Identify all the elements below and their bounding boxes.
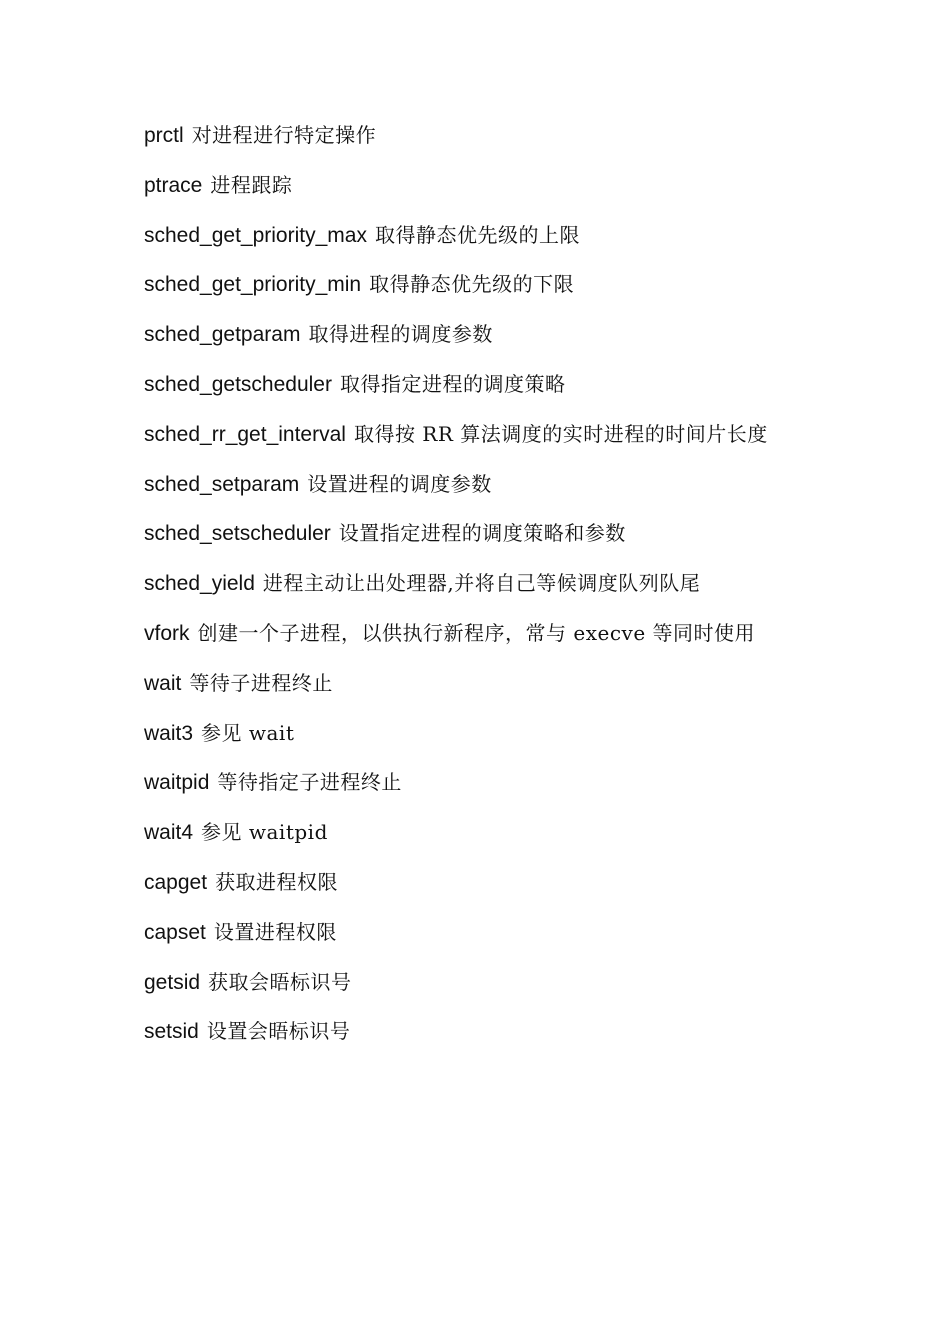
- list-item: [144, 260, 810, 310]
- syscall-name: sched_setparam: [144, 472, 300, 496]
- syscall-name: sched_getscheduler: [144, 372, 332, 396]
- syscall-description: 设置进程的调度参数: [307, 471, 492, 496]
- list-item: [144, 808, 810, 858]
- syscall-name: prctl: [144, 124, 184, 147]
- list-item: [144, 460, 810, 510]
- syscall-description: 进程主动让出处理器,并将自己等候调度队列队尾: [262, 571, 701, 596]
- list-item: [144, 559, 810, 609]
- syscall-name: sched_setscheduler: [144, 522, 331, 546]
- syscall-name: waitpid: [144, 771, 210, 795]
- syscall-name: wait4: [144, 821, 194, 845]
- list-item: [144, 509, 810, 559]
- syscall-name: wait3: [144, 721, 194, 745]
- syscall-description: 取得静态优先级的下限: [369, 272, 575, 297]
- syscall-description: 取得静态优先级的上限: [374, 222, 580, 247]
- list-item: [144, 111, 810, 161]
- syscall-name: vfork: [144, 621, 190, 645]
- syscall-description: 取得指定进程的调度策略: [339, 371, 566, 396]
- list-item: [144, 161, 810, 211]
- syscall-description: 进程跟踪: [210, 172, 293, 197]
- list-item: [144, 659, 810, 709]
- syscall-description: 等待指定子进程终止: [217, 770, 402, 795]
- list-item: [144, 758, 810, 808]
- syscall-description: 获取进程权限: [215, 869, 339, 894]
- syscall-description: 设置指定进程的调度策略和参数: [338, 521, 626, 546]
- syscall-description: 对进程进行特定操作: [191, 123, 377, 147]
- syscall-name: capget: [144, 870, 208, 894]
- syscall-name: ptrace: [144, 173, 203, 197]
- list-item: [144, 1007, 810, 1057]
- syscall-description: 取得进程的调度参数: [308, 322, 493, 347]
- syscall-description: 取得按 RR 算法调度的实时进程的时间片长度: [353, 421, 768, 446]
- syscall-description: 创建一个子进程，以供执行新程序，常与 execve 等同时使用: [197, 620, 756, 645]
- syscall-description: 等待子进程终止: [189, 670, 333, 695]
- list-item: [144, 709, 810, 759]
- syscall-name: sched_rr_get_interval: [144, 422, 346, 446]
- syscall-name: sched_get_priority_max: [144, 223, 367, 247]
- syscall-name: setsid: [144, 1020, 199, 1044]
- list-item: [144, 858, 810, 908]
- syscall-name: capset: [144, 920, 206, 944]
- list-item: [144, 958, 810, 1008]
- list-item: [144, 360, 810, 410]
- syscall-description: 参见 wait: [201, 720, 295, 745]
- syscall-description: 设置进程权限: [213, 919, 337, 944]
- list-item: [144, 310, 810, 360]
- list-item: [144, 410, 810, 460]
- syscall-name: wait: [144, 671, 182, 695]
- syscall-name: sched_yield: [144, 572, 255, 596]
- list-item: [144, 609, 810, 659]
- syscall-name: sched_get_priority_min: [144, 273, 362, 297]
- list-item: [144, 908, 810, 958]
- syscall-description: 参见 waitpid: [201, 820, 328, 845]
- syscall-name: sched_getparam: [144, 323, 301, 347]
- syscall-description: 获取会晤标识号: [208, 969, 352, 994]
- list-item: [144, 211, 810, 261]
- syscall-name: getsid: [144, 970, 201, 994]
- syscall-description: 设置会晤标识号: [206, 1019, 351, 1044]
- syscall-list: [144, 111, 810, 1057]
